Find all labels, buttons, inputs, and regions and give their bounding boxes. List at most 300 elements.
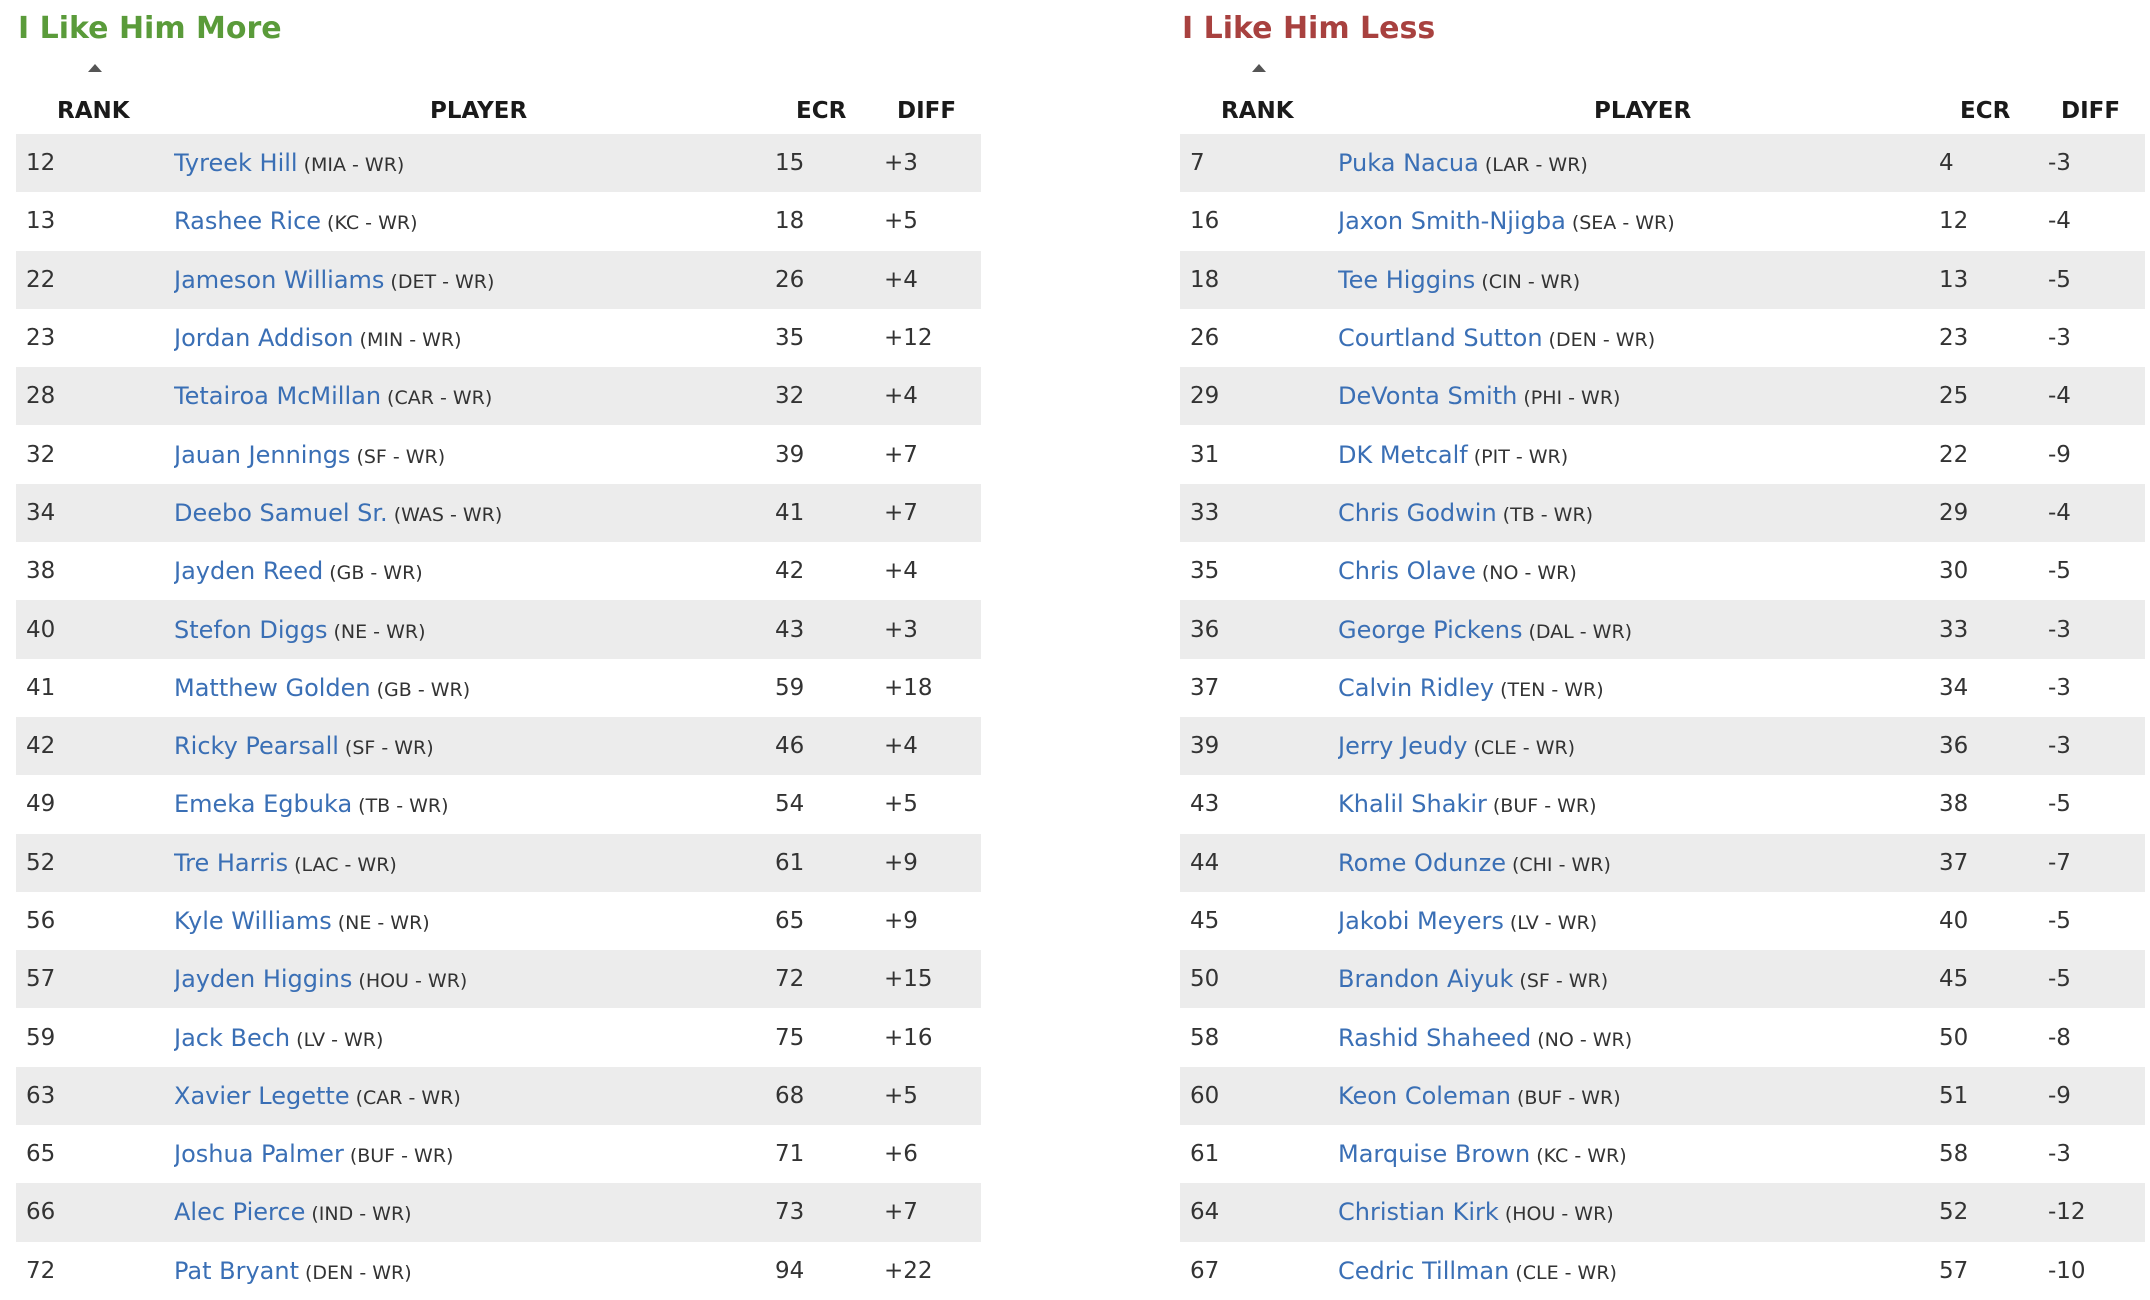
rank-cell: 31 [1190,441,1220,468]
diff-cell: -3 [2048,616,2071,643]
table-body [1180,134,2145,1300]
diff-cell: +18 [884,674,933,701]
rank-cell: 13 [26,208,56,235]
rankings-table [1180,60,2145,1300]
table-row [16,600,981,658]
player-team-position: (GB - WR) [329,562,423,585]
rank-cell: 49 [26,791,56,818]
player-cell [174,542,775,600]
player-cell [1338,484,1939,542]
player-column-header[interactable] [174,60,775,134]
player-name-link[interactable]: Stefon Diggs [174,615,328,644]
player-cell [174,425,775,483]
table-row [16,425,981,483]
player-name-link[interactable]: Chris Godwin [1338,498,1497,527]
diff-cell: -10 [2048,1257,2086,1284]
player-team-position: (NO - WR) [1537,1028,1633,1051]
rank-cell: 28 [26,383,56,410]
player-team-position: (SF - WR) [356,445,446,468]
player-name-link[interactable]: Rashid Shaheed [1338,1023,1532,1052]
rankings-table [16,60,981,1300]
table-row [1180,892,2145,950]
player-team-position: (GB - WR) [376,678,471,701]
ecr-cell: 15 [775,150,805,177]
player-name-link[interactable]: Matthew Golden [174,673,371,702]
player-cell [174,484,775,542]
diff-cell: -5 [2048,791,2071,818]
player-team-position: (CLE - WR) [1515,1261,1617,1284]
player-cell [174,950,775,1008]
player-name-link[interactable]: Pat Bryant [174,1256,300,1285]
player-team-position: (CAR - WR) [355,1086,461,1109]
player-name-link[interactable]: Jauan Jennings [174,440,351,469]
player-name-link[interactable]: Tee Higgins [1338,265,1476,294]
table-row [1180,134,2145,192]
rank-cell: 60 [1190,1082,1220,1109]
sort-up-arrow-icon [88,64,102,72]
player-cell [174,1183,775,1241]
player-cell [174,600,775,658]
rank-cell: 42 [26,733,56,760]
ecr-column-header[interactable] [1939,60,2041,134]
ecr-cell: 29 [1939,499,1969,526]
rank-cell: 22 [26,266,56,293]
diff-cell: +7 [884,441,918,468]
ecr-cell: 45 [1939,966,1969,993]
player-name-link[interactable]: Brandon Aiyuk [1338,965,1514,994]
player-cell [174,1125,775,1183]
diff-cell: -5 [2048,908,2071,934]
table-row [16,251,981,309]
player-cell [174,1008,775,1066]
diff-cell: +7 [884,499,918,526]
player-cell [1338,659,1939,717]
ecr-cell: 58 [1939,1141,1969,1168]
rank-cell: 65 [26,1141,56,1168]
rank-cell: 32 [26,441,56,468]
ecr-cell: 13 [1939,266,1969,293]
diff-cell: +16 [884,1024,933,1051]
table-row [1180,425,2145,483]
player-name-link[interactable]: Joshua Palmer [174,1140,344,1169]
rank-header-label: RANK [57,98,130,124]
ecr-cell: 18 [775,208,805,235]
table-row [1180,484,2145,542]
player-team-position: (KC - WR) [327,212,418,235]
diff-cell: +9 [884,908,918,934]
rank-column-header[interactable] [1180,60,1338,134]
player-cell [174,717,775,775]
table-row [16,1125,981,1183]
rank-cell: 64 [1190,1199,1220,1226]
diff-header-label: DIFF [2061,98,2121,124]
diff-cell: +4 [884,558,918,585]
diff-cell: +3 [884,150,918,177]
rank-header-label: RANK [1221,98,1294,124]
player-name-link[interactable]: Jack Bech [174,1023,291,1052]
table-row [1180,1008,2145,1066]
ecr-cell: 30 [1939,558,1969,585]
ecr-cell: 46 [775,733,805,760]
rank-cell: 26 [1190,325,1220,352]
table-row [1180,542,2145,600]
table-row [16,950,981,1008]
diff-cell: -9 [2048,441,2071,468]
player-name-link[interactable]: Tre Harris [174,848,289,877]
player-cell [1338,134,1939,192]
ecr-cell: 57 [1939,1257,1969,1284]
player-name-link[interactable]: Marquise Brown [1338,1140,1531,1169]
table-header [16,60,981,134]
player-header-label: PLAYER [1594,98,1692,124]
table-row [16,1183,981,1241]
player-cell [1338,425,1939,483]
diff-column-header[interactable] [2041,60,2145,134]
table-row [1180,950,2145,1008]
table-row [16,1008,981,1066]
ecr-cell: 39 [775,441,805,468]
table-row [1180,659,2145,717]
table-body [16,134,981,1300]
diff-cell: -3 [2048,674,2071,701]
ecr-cell: 51 [1939,1082,1969,1109]
table-row [1180,367,2145,425]
table-row [1180,1183,2145,1241]
rank-cell: 16 [1190,208,1220,235]
table-row [16,192,981,250]
player-team-position: (CAR - WR) [387,387,493,410]
table-row [1180,251,2145,309]
player-cell [1338,251,1939,309]
player-team-position: (KC - WR) [1536,1145,1627,1168]
player-name-link[interactable]: Ricky Pearsall [174,732,339,761]
rank-cell: 57 [26,966,56,993]
rank-cell: 40 [26,616,56,643]
player-cell [1338,834,1939,892]
player-team-position: (SF - WR) [1519,970,1609,993]
rank-cell: 33 [1190,499,1220,526]
diff-cell: -4 [2048,383,2071,410]
player-team-position: (LAR - WR) [1484,154,1588,177]
rank-cell: 35 [1190,558,1220,585]
rank-cell: 12 [26,150,56,177]
player-team-position: (NE - WR) [333,620,426,643]
player-name-link[interactable]: Christian Kirk [1338,1198,1499,1227]
player-cell [174,134,775,192]
rank-cell: 29 [1190,383,1220,410]
diff-cell: -7 [2048,849,2071,876]
ecr-cell: 38 [1939,791,1969,818]
diff-cell: -8 [2048,1024,2071,1051]
player-team-position: (CIN - WR) [1481,270,1581,293]
player-cell [1338,367,1939,425]
player-cell [1338,309,1939,367]
player-team-position: (PIT - WR) [1473,445,1569,468]
player-cell [1338,1183,1939,1241]
ecr-cell: 25 [1939,383,1969,410]
ecr-cell: 68 [775,1082,805,1109]
rank-cell: 43 [1190,791,1220,818]
player-team-position: (BUF - WR) [349,1145,454,1168]
player-name-link[interactable]: Rome Odunze [1338,848,1506,877]
rank-cell: 56 [26,908,56,934]
player-team-position: (SEA - WR) [1571,212,1675,235]
player-name-link[interactable]: Keon Coleman [1338,1081,1512,1110]
player-cell [1338,542,1939,600]
table-row [1180,309,2145,367]
rank-cell: 66 [26,1199,56,1226]
ecr-cell: 4 [1939,150,1954,177]
ecr-cell: 61 [775,849,805,876]
table-row [16,309,981,367]
ecr-cell: 75 [775,1024,805,1051]
ecr-cell: 23 [1939,325,1969,352]
player-cell [1338,1242,1939,1300]
table-row [1180,192,2145,250]
player-team-position: (CHI - WR) [1511,853,1611,876]
table-row [16,484,981,542]
player-team-position: (LAC - WR) [294,853,397,876]
ecr-cell: 12 [1939,208,1969,235]
player-cell [174,834,775,892]
table-row [16,775,981,833]
ecr-cell: 42 [775,558,805,585]
player-team-position: (TEN - WR) [1500,678,1604,701]
rank-cell: 34 [26,499,56,526]
ecr-cell: 71 [775,1141,805,1168]
ecr-cell: 54 [775,791,805,818]
player-name-link[interactable]: Jayden Reed [174,557,324,586]
rank-cell: 37 [1190,674,1220,701]
player-cell [174,775,775,833]
player-name-link[interactable]: Emeka Egbuka [174,790,353,819]
player-cell [174,892,775,950]
table-row [16,892,981,950]
diff-cell: -3 [2048,733,2071,760]
player-team-position: (SF - WR) [344,737,434,760]
player-name-link[interactable]: Calvin Ridley [1338,673,1495,702]
rank-cell: 41 [26,674,56,701]
rank-cell: 44 [1190,849,1220,876]
table-row [16,367,981,425]
player-team-position: (DEN - WR) [1548,329,1656,352]
player-cell [1338,1067,1939,1125]
player-cell [1338,717,1939,775]
player-name-link[interactable]: Jayden Higgins [174,965,353,994]
diff-cell: +4 [884,266,918,293]
diff-cell: +6 [884,1141,918,1168]
player-team-position: (HOU - WR) [358,970,468,993]
rank-cell: 67 [1190,1257,1220,1284]
rank-cell: 58 [1190,1024,1220,1051]
player-name-link[interactable]: DK Metcalf [1338,440,1468,469]
rank-cell: 59 [26,1024,56,1051]
player-name-link[interactable]: Deebo Samuel Sr. [174,498,388,527]
player-name-link[interactable]: DeVonta Smith [1338,382,1518,411]
diff-cell: +5 [884,1082,918,1109]
player-name-link[interactable]: Jerry Jeudy [1338,732,1468,761]
ecr-cell: 59 [775,674,805,701]
sort-up-arrow-icon [1252,64,1266,72]
rank-cell: 18 [1190,266,1220,293]
rank-cell: 72 [26,1257,56,1284]
table-row [16,717,981,775]
rank-cell: 52 [26,849,56,876]
rank-column-header[interactable] [16,60,174,134]
diff-cell: +9 [884,849,918,876]
diff-cell: -4 [2048,208,2071,235]
player-cell [1338,1008,1939,1066]
player-team-position: (PHI - WR) [1523,387,1621,410]
diff-cell: -9 [2048,1082,2071,1109]
ecr-cell: 50 [1939,1024,1969,1051]
ecr-cell: 37 [1939,849,1969,876]
diff-cell: -12 [2048,1199,2086,1226]
ecr-cell: 35 [775,325,805,352]
ecr-cell: 36 [1939,733,1969,760]
ecr-cell: 34 [1939,674,1969,701]
player-team-position: (TB - WR) [1502,503,1594,526]
diff-cell: +5 [884,208,918,235]
player-cell [174,367,775,425]
table-row [1180,775,2145,833]
player-team-position: (CLE - WR) [1473,737,1576,760]
player-team-position: (WAS - WR) [393,503,503,526]
player-cell [174,1242,775,1300]
player-name-link[interactable]: Puka Nacua [1338,149,1479,178]
player-team-position: (LV - WR) [296,1028,384,1051]
ecr-cell: 72 [775,966,805,993]
ecr-cell: 33 [1939,616,1969,643]
rank-cell: 38 [26,558,56,585]
table-row [16,1067,981,1125]
rank-cell: 23 [26,325,56,352]
player-cell [1338,950,1939,1008]
player-name-link[interactable]: Courtland Sutton [1338,324,1543,353]
player-name-link[interactable]: Jaxon Smith-Njigba [1338,207,1566,236]
player-team-position: (MIA - WR) [303,154,405,177]
player-team-position: (TB - WR) [358,795,449,818]
diff-cell: -3 [2048,1141,2071,1168]
player-team-position: (DEN - WR) [305,1261,412,1284]
ecr-column-header[interactable] [775,60,877,134]
player-name-link[interactable]: Rashee Rice [174,207,322,236]
player-team-position: (NE - WR) [337,912,430,934]
diff-cell: -4 [2048,499,2071,526]
panel-title: I Like Him Less [1182,11,1436,46]
ecr-cell: 65 [775,908,805,934]
player-name-link[interactable]: Jordan Addison [174,324,354,353]
diff-column-header[interactable] [877,60,981,134]
player-cell [1338,600,1939,658]
player-name-link[interactable]: Jakobi Meyers [1338,907,1504,935]
ecr-cell: 52 [1939,1199,1969,1226]
ecr-header-label: ECR [796,98,847,124]
panel-title: I Like Him More [18,11,282,46]
diff-cell: +3 [884,616,918,643]
rank-cell: 63 [26,1082,56,1109]
ecr-cell: 40 [1939,908,1969,934]
diff-cell: +12 [884,325,933,352]
rank-cell: 36 [1190,616,1220,643]
table-row [16,834,981,892]
player-team-position: (NO - WR) [1481,562,1577,585]
player-cell [174,309,775,367]
ecr-cell: 26 [775,266,805,293]
player-name-link[interactable]: Chris Olave [1338,557,1476,586]
player-team-position: (IND - WR) [311,1203,412,1226]
player-team-position: (LV - WR) [1509,912,1598,934]
player-name-link[interactable]: Alec Pierce [174,1198,306,1227]
player-team-position: (MIN - WR) [359,329,462,352]
diff-cell: -3 [2048,150,2071,177]
ecr-cell: 22 [1939,441,1969,468]
diff-cell: +5 [884,791,918,818]
ecr-cell: 41 [775,499,805,526]
diff-cell: -5 [2048,558,2071,585]
player-cell [1338,775,1939,833]
table-row [1180,1067,2145,1125]
table-row [16,134,981,192]
table-header [1180,60,2145,134]
player-cell [174,192,775,250]
ecr-header-label: ECR [1960,98,2011,124]
player-name-link[interactable]: Kyle Williams [174,907,332,935]
table-row [1180,1242,2145,1300]
diff-cell: +7 [884,1199,918,1226]
diff-cell: -3 [2048,325,2071,352]
table-row [16,659,981,717]
table-row [1180,1125,2145,1183]
player-name-link[interactable]: Tyreek Hill [174,149,298,178]
diff-cell: -5 [2048,266,2071,293]
player-team-position: (BUF - WR) [1492,795,1597,818]
ecr-cell: 94 [775,1257,805,1284]
rank-cell: 61 [1190,1141,1220,1168]
player-name-link[interactable]: Tetairoa McMillan [174,382,382,411]
player-name-link[interactable]: Xavier Legette [174,1081,350,1110]
ecr-cell: 43 [775,616,805,643]
table-row [16,1242,981,1300]
player-column-header[interactable] [1338,60,1939,134]
player-cell [1338,192,1939,250]
ecr-cell: 32 [775,383,805,410]
diff-cell: +4 [884,383,918,410]
player-team-position: (DET - WR) [390,270,495,293]
table-row [16,542,981,600]
player-team-position: (BUF - WR) [1517,1086,1621,1109]
rank-cell: 50 [1190,966,1220,993]
diff-cell: -5 [2048,966,2071,993]
player-cell [174,251,775,309]
player-team-position: (HOU - WR) [1504,1203,1614,1226]
diff-cell: +22 [884,1257,933,1284]
diff-cell: +4 [884,733,918,760]
table-row [1180,600,2145,658]
rank-cell: 7 [1190,150,1205,177]
player-name-link[interactable]: Cedric Tillman [1338,1256,1510,1285]
player-cell [174,659,775,717]
player-name-link[interactable]: Jameson Williams [174,265,385,294]
player-cell [174,1067,775,1125]
player-name-link[interactable]: George Pickens [1338,615,1523,644]
diff-header-label: DIFF [897,98,957,124]
player-cell [1338,892,1939,950]
player-name-link[interactable]: Khalil Shakir [1338,790,1487,819]
rank-cell: 39 [1190,733,1220,760]
player-header-label: PLAYER [430,98,528,124]
diff-cell: +15 [884,966,933,993]
